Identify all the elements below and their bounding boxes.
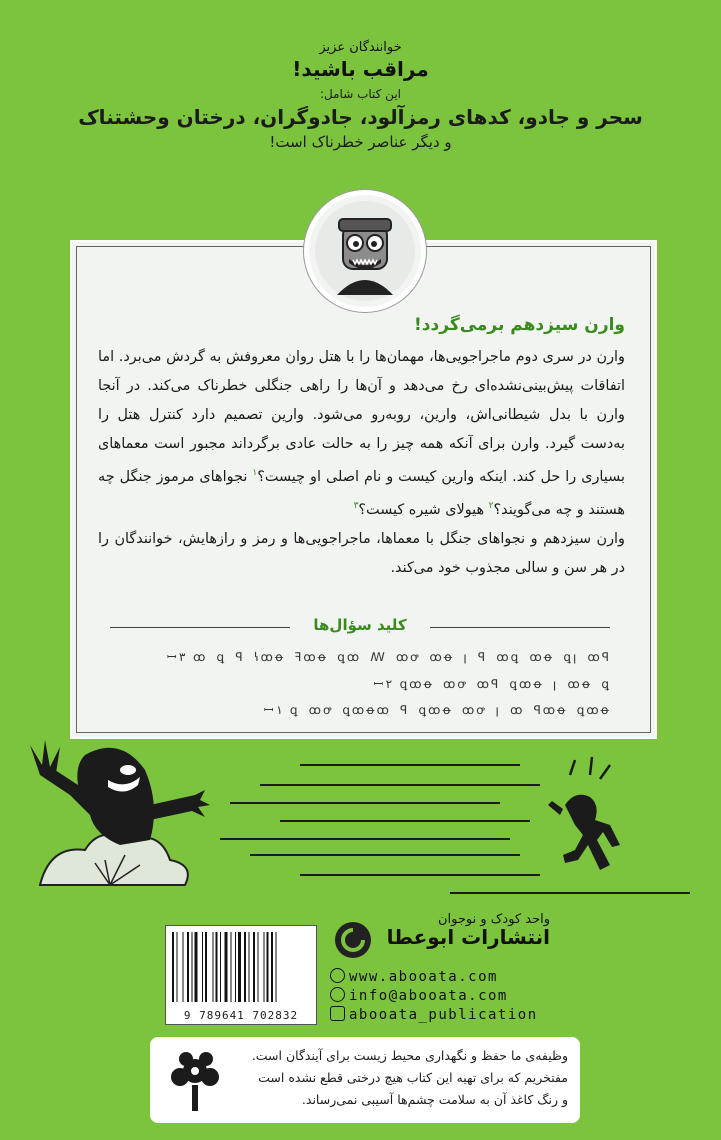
monster-icon — [30, 740, 210, 845]
barcode-bar — [183, 932, 184, 1002]
running-boy-icon — [548, 795, 620, 870]
barcode-bar — [276, 932, 277, 1002]
barcode-bar — [187, 932, 189, 1002]
barcode — [165, 925, 317, 1025]
synopsis-paragraph-2: وارن سیزدهم و نجواهای جنگل با معماها، ماجراجویی‌ها و رمز و رازهایش، خوانندگان را در هر سن و سالی مجذوب خود می‌کند. — [98, 530, 625, 576]
barcode-bars — [172, 932, 308, 1002]
barcode-bar — [213, 932, 214, 1002]
and-more: و دیگر عناصر خطرناک است! — [269, 133, 452, 151]
synopsis-paragraph-1 — [98, 343, 625, 525]
book-includes: این کتاب شامل: — [320, 87, 401, 101]
footnote-1: ۱ — [252, 468, 258, 478]
barcode-bar — [220, 932, 221, 1002]
barcode-bar — [244, 932, 246, 1002]
barcode-bar — [231, 932, 232, 1002]
barcode-bar — [264, 932, 265, 1002]
barcode-bar — [216, 932, 218, 1002]
eco-line-2: مفتخریم که برای تهیه این کتاب هیچ درختی قطع نشده است — [258, 1070, 568, 1085]
barcode-bar — [253, 932, 255, 1002]
email-contact[interactable] — [330, 987, 508, 1004]
synopsis-text-a: وارن در سری دوم ماجراجویی‌ها، مهمان‌ها را با هتل روان معروفش به گردش می‌برد. اما اتفاقات پیش‌بینی‌نشده‌ای رخ می‌دهد و آن‌ها را راهی جنگلی خطرناک می‌کند. در آنجا وارن با بدل شیطانی‌اش، وارین، روبه‌رو می‌شود. وارین تصمیم دارد کنترل هتل را به‌دست گیرد. وارن برای آنکه همه چیز را به حالت عادی برگرداند مجبور است معماهای بسیاری را حل کند. اینکه وارین کیست و نام اصلی او چیست؟ — [98, 349, 625, 485]
eco-text — [238, 1045, 568, 1111]
website-contact[interactable] — [330, 968, 498, 985]
globe-icon — [330, 968, 345, 983]
barcode-bar — [192, 932, 193, 1002]
alarm-marks-icon — [570, 757, 610, 779]
barcode-bar — [202, 932, 203, 1002]
barcode-bar — [205, 932, 207, 1002]
cipher-line-1: ꟷ۱ ꝗ ꝏꝍ ꝗꝏꝋꝏ ꟼ ꝗꝏꝋ ꝏꝍ ꞁ ꝏ ꟼꝏꝋ ꝗꝏꝋ — [263, 703, 611, 717]
chase-illustration — [0, 735, 721, 905]
cipher-line-3: ꟷ۳ ꝏ ꝗ ꟼ ꝇꝏꝋ ꟻꝏꝋ ꝗꝏ ꟿ ꝏꝍ ꝏꝋ ꞁ ꟼ ꝏꝗ ꝏꝋ ꝗꞁ ꝏꟼ — [166, 650, 611, 664]
barcode-bar — [267, 932, 269, 1002]
publisher-block — [330, 912, 550, 949]
eco-line-1: وظیفه‌ی ما حفظ و نگهداری محیط زیست برای آیندگان است. — [251, 1048, 568, 1063]
publisher-name: انتشارات ابوعطا — [386, 925, 550, 949]
eco-line-3: و رنگ کاغذ آن به سلامت چشم‌ها آسیبی نمی‌رساند. — [301, 1092, 568, 1107]
isbn-number: 9 789641 702832 — [183, 1009, 299, 1022]
card-heading: وارن سیزدهم برمی‌گردد! — [414, 315, 625, 335]
barcode-bar — [258, 932, 259, 1002]
at-icon — [330, 987, 345, 1002]
cover-top-text — [0, 40, 721, 151]
barcode-bar — [195, 932, 198, 1002]
barcode-bar — [172, 932, 174, 1002]
eco-notice — [150, 1037, 580, 1123]
dear-readers: خوانندگان عزیز — [319, 40, 402, 55]
barcode-bar — [235, 932, 236, 1002]
tree-icon — [160, 1045, 230, 1115]
synopsis-text-b: نجواهای مرموز جنگل چه هستند و چه می‌گویند؟ — [98, 468, 625, 518]
publisher-subtitle: واحد کودک و نوجوان — [438, 912, 550, 927]
barcode-bar — [225, 932, 228, 1002]
instagram-text: abooata_publication — [349, 1007, 538, 1023]
card-body — [98, 343, 625, 583]
cipher-line-2: ꟷ۲ ꝗꝏꝋ ꝏꝍ ꝏꟼ ꝗꝏꝋ ꞁ ꝏꝋ ꝗ — [373, 677, 611, 691]
instagram-contact[interactable] — [330, 1006, 538, 1023]
barcode-bar — [177, 932, 178, 1002]
speed-lines-icon — [220, 765, 690, 893]
footnote-2: ۲ — [488, 500, 494, 511]
footnote-3: ۳ — [353, 500, 359, 511]
book-items: سحر و جادو، کدهای رمزآلود، جادوگران، درختان وحشتناک — [78, 105, 643, 129]
beware-title: مراقب باشید! — [292, 57, 429, 81]
barcode-bar — [249, 932, 250, 1002]
answer-key-label: کلید سؤال‌ها — [313, 616, 407, 634]
website-text: www.abooata.com — [349, 969, 498, 985]
barcode-bar — [271, 932, 273, 1002]
email-text: info@abooata.com — [349, 988, 508, 1004]
synopsis-text-c: هیولای شیره کیست؟ — [358, 501, 489, 518]
barcode-bar — [238, 932, 241, 1002]
instagram-icon — [330, 1006, 345, 1021]
answer-key-bar — [110, 618, 610, 636]
character-portrait-icon — [304, 190, 426, 312]
